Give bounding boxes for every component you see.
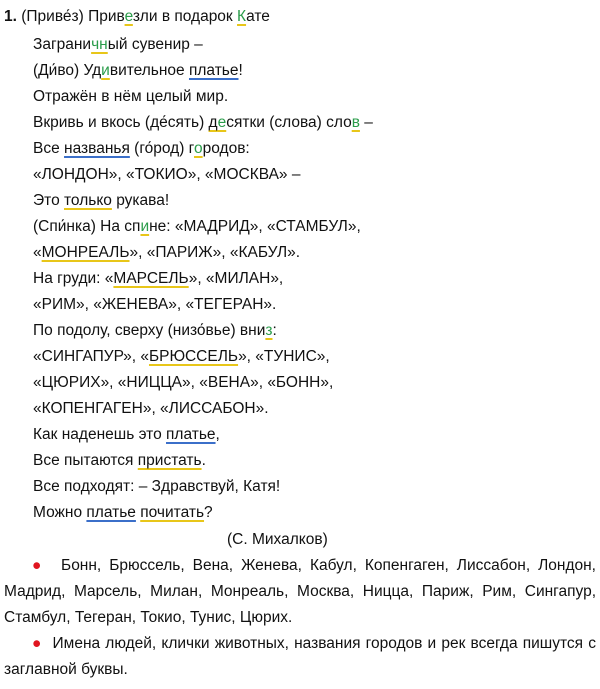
poem-line-8: Это только рукава!: [33, 192, 170, 209]
lead-name: Кате: [237, 8, 270, 25]
poem-line-10: «МОНРЕАЛЬ», «ПАРИЖ», «КАБУЛ».: [33, 244, 301, 261]
note-cities: [4, 553, 596, 631]
note-rule-text: Имена людей, клички животных, названия городов и рек всегда пишутся с заглавной буквы.: [4, 635, 596, 678]
lead-rest: в подарок: [161, 8, 233, 25]
poem-line-4: Отражён в нём целый мир.: [33, 88, 229, 105]
poem-line-12: «РИМ», «ЖЕНЕВА», «ТЕГЕРАН».: [33, 296, 277, 313]
poem-line-7: «ЛОНДОН», «ТОКИО», «МОСКВА» –: [33, 166, 301, 183]
poem-line-15: «ЦЮРИХ», «НИЦЦА», «ВЕНА», «БОНН»,: [33, 374, 334, 391]
poem-line-17: Как наденешь это платье,: [33, 426, 220, 443]
poem-line-3: (Ди́во) Удивительное платье!: [33, 62, 243, 79]
note-cities-text: Бонн, Брюссель, Вена, Женева, Кабул, Копенгаген, Лиссабон, Лондон, Мадрид, Марсель, Милан, Монреаль, Москва, Ницца, Париж, Рим, Сингапур, Стамбул, Тегеран, Токио, Тунис, Цюрих.: [4, 557, 596, 626]
poem-line-20: Можно платье почитать?: [33, 504, 213, 521]
poem-line-13: По подолу, сверху (низо́вье) вниз:: [33, 322, 277, 339]
bullet-icon: ●: [32, 557, 46, 574]
poem-line-19: Все подходят: – Здравствуй, Катя!: [33, 478, 281, 495]
task-number: 1.: [4, 8, 17, 25]
poem-line-9: (Спи́нка) На спине: «МАДРИД», «СТАМБУЛ»,: [33, 218, 361, 235]
poem-line-18: Все пытаются пристать.: [33, 452, 206, 469]
poem-line-2: Заграничный сувенир –: [33, 36, 203, 53]
poem-line-6: Все названья (го́род) городов:: [33, 140, 250, 157]
poem-author: (С. Михалков): [227, 531, 328, 548]
lead-verb: Привезли: [88, 8, 158, 25]
task-heading: [4, 7, 270, 27]
poem-line-14: «СИНГАПУР», «БРЮССЕЛЬ», «ТУНИС»,: [33, 348, 330, 365]
poem-line-5: Вкривь и вкось (де́сять) десятки (слова) слов –: [33, 114, 373, 131]
note-rule: [4, 631, 596, 683]
lead-word: (Приве́з): [21, 8, 84, 25]
poem-line-11: На груди: «МАРСЕЛЬ», «МИЛАН»,: [33, 270, 284, 287]
poem-line-16: «КОПЕНГАГЕН», «ЛИССАБОН».: [33, 400, 269, 417]
bullet-icon: ●: [32, 635, 43, 652]
